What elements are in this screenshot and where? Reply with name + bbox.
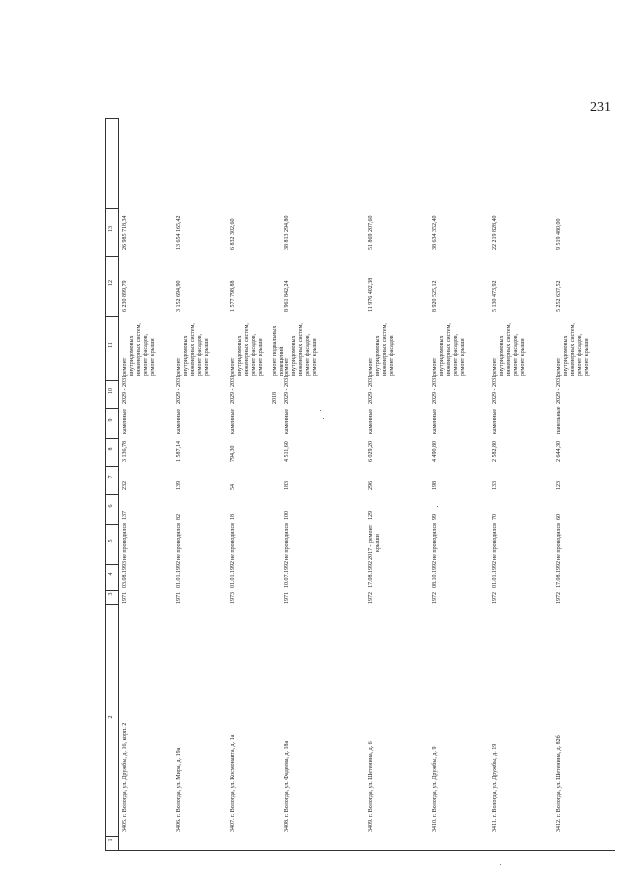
- column-number-8: 8: [108, 447, 114, 451]
- row-6-work-line-1: ремонт: [432, 357, 438, 376]
- scan-speck-2: [323, 418, 324, 419]
- row-8-work-line-1: ремонт: [556, 357, 562, 376]
- table-left-border: [105, 118, 106, 850]
- row-8-work-line-2: внутридомовых: [563, 335, 569, 376]
- row-6-prev-repair: не проводился: [432, 523, 438, 560]
- row-7-work-line-3: инженерных систем,: [506, 323, 512, 376]
- column-border-11: [105, 316, 118, 317]
- row-2-year: 1971: [176, 592, 182, 604]
- row-2-address: 3406. г. Вологда, ул. Мира, д. 19а: [176, 747, 182, 832]
- row-8-address: 3412. г. Вологда, ул. Шетенина, д. 82б: [556, 735, 562, 832]
- row-3-work-line-3: инженерных систем,: [244, 323, 250, 376]
- row-6-address: 3410. г. Вологда, ул. Дружбы, д. 9: [432, 746, 438, 832]
- row-1-area: 3 136,78: [122, 441, 128, 462]
- table-bottom-border: [105, 850, 615, 851]
- row-6-cost-12: 8 920 525,12: [432, 280, 438, 312]
- row-6-area: 4 490,80: [432, 441, 438, 462]
- row-3-work-line-1: ремонт: [230, 357, 236, 376]
- row-1-material: каменные: [122, 408, 128, 434]
- row-6-work-line-4: ремонт фасадов,: [453, 333, 459, 376]
- column-number-1: 1: [108, 838, 114, 842]
- row-7-year: 1972: [492, 592, 498, 604]
- scan-speck-3: [437, 506, 438, 507]
- row-2-area: 1 587,14: [176, 441, 182, 462]
- page-number: 231: [590, 100, 611, 115]
- row-7-work-line-2: внутридомовых: [499, 335, 505, 376]
- column-number-12: 12: [108, 280, 114, 286]
- column-border-10: [105, 380, 118, 381]
- column-border-4: [105, 564, 118, 565]
- row-4-col6: 100: [284, 511, 290, 520]
- row-8-cost-13: 9 519 480,00: [556, 218, 562, 250]
- row-4-prev-repair: не проводился: [284, 523, 290, 560]
- row-8-work-line-4: ремонт фасадов,: [577, 333, 583, 376]
- row-6-year: 1972: [432, 592, 438, 604]
- row-2-cost-12: 3 152 694,90: [176, 280, 182, 312]
- column-number-2: 2: [108, 715, 114, 719]
- row-6-material: каменные: [432, 408, 438, 434]
- row-5-date: 17.08.1992: [368, 561, 374, 588]
- row-2-col7: 139: [176, 481, 182, 490]
- row-3-work2-line-1: ремонт подвальных: [272, 325, 278, 376]
- row-4-cost-13: 38 813 294,80: [284, 215, 290, 250]
- row-5-col6: 129: [368, 511, 374, 520]
- row-5-prev-repair: 2017 - ремонт: [368, 524, 374, 560]
- row-2-date: 01.01.1992: [176, 561, 182, 588]
- row-2-col6: 82: [176, 514, 182, 520]
- row-1-work-line-3: инженерных систем,: [136, 323, 142, 376]
- row-7-period: 2029 - 2031: [492, 375, 498, 404]
- row-3-period: 2029 - 2031: [230, 375, 236, 404]
- row-8-date: 17.08.1992: [556, 561, 562, 588]
- row-2-material: каменные: [176, 408, 182, 434]
- row-6-period: 2029 - 2031: [432, 375, 438, 404]
- row-5-work-line-3: инженерных систем,: [382, 323, 388, 376]
- row-2-work-line-5: ремонт крыши: [204, 338, 210, 376]
- row-8-prev-repair: не проводился: [556, 523, 562, 560]
- row-3-date: 01.01.1992: [230, 561, 236, 588]
- row-7-area: 2 582,80: [492, 441, 498, 462]
- row-8-work-line-5: ремонт крыши: [584, 338, 590, 376]
- row-6-cost-13: 38 634 352,40: [432, 215, 438, 250]
- scan-speck-1: [320, 410, 321, 411]
- row-3-work-line-5: ремонт крыши: [258, 338, 264, 376]
- row-7-material: каменные: [492, 408, 498, 434]
- row-6-col7: 198: [432, 481, 438, 490]
- row-2-period: 2029 - 2031: [176, 375, 182, 404]
- column-number-11: 11: [108, 342, 114, 348]
- column-border-7: [105, 466, 118, 467]
- row-7-work-line-4: ремонт фасадов,: [513, 333, 519, 376]
- row-4-work-line-3: инженерных систем,: [298, 323, 304, 376]
- row-6-work-line-5: ремонт крыши: [460, 338, 466, 376]
- row-4-work-line-1: ремонт: [284, 357, 290, 376]
- row-4-year: 1971: [284, 592, 290, 604]
- row-1-period: 2029 - 2031: [122, 375, 128, 404]
- row-3-year: 1973: [230, 592, 236, 604]
- column-number-10: 10: [108, 388, 114, 394]
- column-border-8: [105, 438, 118, 439]
- row-4-address: 3408. г. Вологда, ул. Фадеева, д. 18а: [284, 740, 290, 832]
- row-1-cost-13: 26 985 718,34: [122, 215, 128, 250]
- row-4-period: 2029 - 2031: [284, 375, 290, 404]
- row-3-cost-12: 1 577 798,88: [230, 280, 236, 312]
- row-7-prev-repair: не проводился: [492, 523, 498, 560]
- row-4-work-line-5: ремонт крыши: [312, 338, 318, 376]
- column-border-13: [105, 208, 118, 209]
- row-5-work-line-4: ремонт фасадов: [389, 335, 395, 376]
- row-5-period: 2029 - 2031: [368, 375, 374, 404]
- row-3-cost-13: 6 832 302,60: [230, 218, 236, 250]
- row-7-work-line-5: ремонт крыши: [520, 338, 526, 376]
- row-1-col7: 232: [122, 481, 128, 490]
- row-4-col7: 183: [284, 481, 290, 490]
- row-3-address: 3407. г. Вологда, ул. Космонавта, д. 1а: [230, 734, 236, 832]
- row-5-prev-repair-2: крыши: [375, 534, 381, 552]
- row-1-date: 03.08.1993: [122, 561, 128, 588]
- column-border-6: [105, 494, 118, 495]
- column-number-4: 4: [108, 572, 114, 576]
- column-number-3: 3: [108, 592, 114, 596]
- row-5-year: 1972: [368, 592, 374, 604]
- row-1-work-line-2: внутридомовых: [129, 335, 135, 376]
- column-number-6: 6: [108, 504, 114, 508]
- row-1-address: 3405. г. Вологда, ул. Дружбы, д. 16, корп. 2: [122, 722, 128, 832]
- row-4-work-line-2: внутридомовых: [291, 335, 297, 376]
- row-8-work-line-3: инженерных систем,: [570, 323, 576, 376]
- row-8-year: 1972: [556, 592, 562, 604]
- row-5-cost-13: 51 869 207,60: [368, 215, 374, 250]
- row-8-material: панельные: [556, 406, 562, 434]
- row-7-date: 01.01.1992: [492, 561, 498, 588]
- column-number-9: 9: [108, 418, 114, 422]
- row-7-work-line-1: ремонт: [492, 357, 498, 376]
- row-1-col6: 137: [122, 511, 128, 520]
- row-6-work-line-2: внутридомовых: [439, 335, 445, 376]
- column-border-12: [105, 256, 118, 257]
- row-1-cost-12: 6 230 899,79: [122, 280, 128, 312]
- row-7-cost-13: 22 219 828,40: [492, 215, 498, 250]
- row-3-prev-repair: не проводился: [230, 523, 236, 560]
- row-8-area: 2 644,30: [556, 441, 562, 462]
- row-2-work-line-4: ремонт фасадов,: [197, 333, 203, 376]
- row-5-work-line-1: ремонт: [368, 357, 374, 376]
- row-3-work2-line-2: помещений: [279, 346, 285, 376]
- row-6-date: 08.10.1992: [432, 561, 438, 588]
- row-2-work-line-3: инженерных систем,: [190, 323, 196, 376]
- row-7-address: 3411. г. Вологда, ул. Дружбы, д. 19: [492, 743, 498, 832]
- row-4-area: 4 511,60: [284, 441, 290, 462]
- column-border-9: [105, 408, 118, 409]
- row-2-cost-13: 13 654 165,42: [176, 215, 182, 250]
- column-number-5: 5: [108, 539, 114, 543]
- row-7-col6: 70: [492, 514, 498, 520]
- row-1-work-line-4: ремонт фасадов,: [143, 333, 149, 376]
- row-5-area: 6 029,20: [368, 441, 374, 462]
- row-3-work-line-4: ремонт фасадов,: [251, 333, 257, 376]
- row-3-period-2: 2018: [272, 392, 278, 404]
- row-1-work-line-5: ремонт крыши: [150, 338, 156, 376]
- row-5-work-line-2: внутридомовых: [375, 335, 381, 376]
- row-4-material: каменные: [284, 408, 290, 434]
- row-3-col7: 54: [230, 484, 236, 490]
- row-7-col7: 133: [492, 481, 498, 490]
- scan-speck-4: [500, 864, 501, 865]
- row-1-year: 1971: [122, 592, 128, 604]
- column-border-5: [105, 524, 118, 525]
- row-3-area: 794,30: [230, 445, 236, 462]
- row-2-prev-repair: не проводился: [176, 523, 182, 560]
- row-4-work-line-4: ремонт фасадов,: [305, 333, 311, 376]
- column-border-2: [105, 604, 118, 605]
- header-divider: [118, 118, 119, 850]
- row-5-address: 3409. г. Вологда, ул. Шетенина, д. 6: [368, 741, 374, 832]
- row-7-cost-12: 5 130 473,92: [492, 280, 498, 312]
- row-6-col6: 99: [432, 514, 438, 520]
- row-1-prev-repair: не проводился: [122, 523, 128, 560]
- row-8-col6: 60: [556, 514, 562, 520]
- table-top-border: [105, 118, 118, 119]
- row-3-work-line-2: внутридомовых: [237, 335, 243, 376]
- row-5-material: каменные: [368, 408, 374, 434]
- row-5-cost-12: 11 976 402,38: [368, 277, 374, 312]
- row-8-col7: 123: [556, 481, 562, 490]
- row-4-cost-12: 8 961 842,24: [284, 280, 290, 312]
- row-8-cost-12: 5 252 637,52: [556, 280, 562, 312]
- row-1-work-line-1: ремонт: [122, 357, 128, 376]
- column-number-13: 13: [108, 226, 114, 232]
- row-5-col7: 296: [368, 481, 374, 490]
- row-2-work-line-1: ремонт: [176, 357, 182, 376]
- row-8-period: 2029 - 2031: [556, 375, 562, 404]
- row-2-work-line-2: внутридомовых: [183, 335, 189, 376]
- row-3-material: каменные: [230, 408, 236, 434]
- row-3-col6: 18: [230, 514, 236, 520]
- column-number-7: 7: [108, 475, 114, 479]
- row-4-date: 10.07.1992: [284, 561, 290, 588]
- row-6-work-line-3: инженерных систем,: [446, 323, 452, 376]
